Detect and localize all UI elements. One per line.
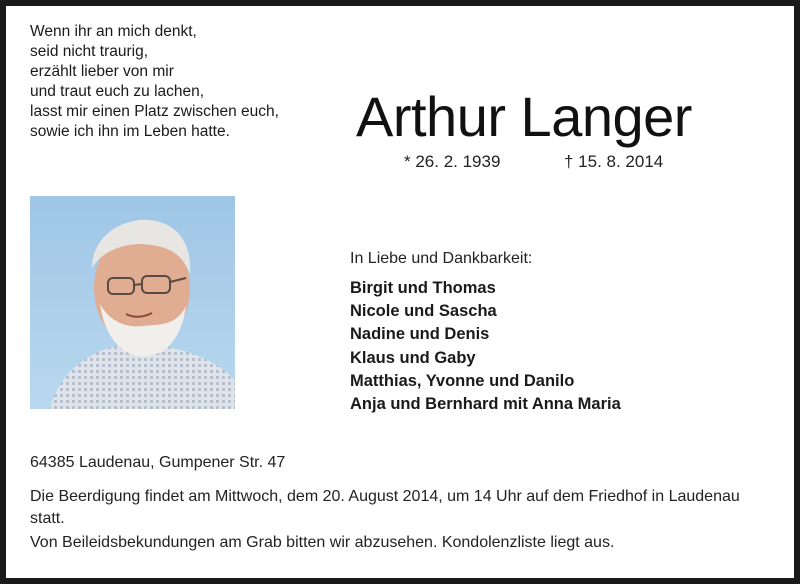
family-list	[350, 277, 621, 416]
poem	[30, 22, 279, 142]
thanks-intro: In Liebe und Dankbarkeit:	[350, 250, 533, 267]
poem-line: lasst mir einen Platz zwischen euch,	[30, 103, 279, 120]
family-member: Anja und Bernhard mit Anna Maria	[350, 395, 621, 414]
deceased-name: Arthur Langer	[356, 85, 692, 148]
portrait-photo	[30, 196, 235, 409]
funeral-info: Die Beerdigung findet am Mittwoch, dem 20. August 2014, um 14 Uhr auf dem Friedhof in Laudenau statt.	[30, 488, 740, 527]
family-member: Klaus und Gaby	[350, 348, 476, 367]
poem-line: seid nicht traurig,	[30, 43, 149, 60]
family-member: Nicole und Sascha	[350, 302, 497, 321]
family-member: Matthias, Yvonne und Danilo	[350, 371, 575, 390]
family-member: Nadine und Denis	[350, 325, 490, 344]
family-member: Birgit und Thomas	[350, 279, 496, 297]
birth-date: * 26. 2. 1939	[404, 152, 501, 171]
address: 64385 Laudenau, Gumpener Str. 47	[30, 454, 286, 471]
poem-line: erzählt lieber von mir	[30, 63, 174, 80]
condolence-note: Von Beileidsbekundungen am Grab bitten wir abzusehen. Kondolenzliste liegt aus.	[30, 534, 615, 551]
poem-line: Wenn ihr an mich denkt,	[30, 23, 197, 40]
obituary-card	[6, 6, 794, 578]
portrait-image	[30, 196, 235, 409]
death-date: † 15. 8. 2014	[564, 152, 664, 171]
poem-line: sowie ich ihn im Leben hatte.	[30, 123, 230, 140]
poem-line: und traut euch zu lachen,	[30, 83, 205, 100]
